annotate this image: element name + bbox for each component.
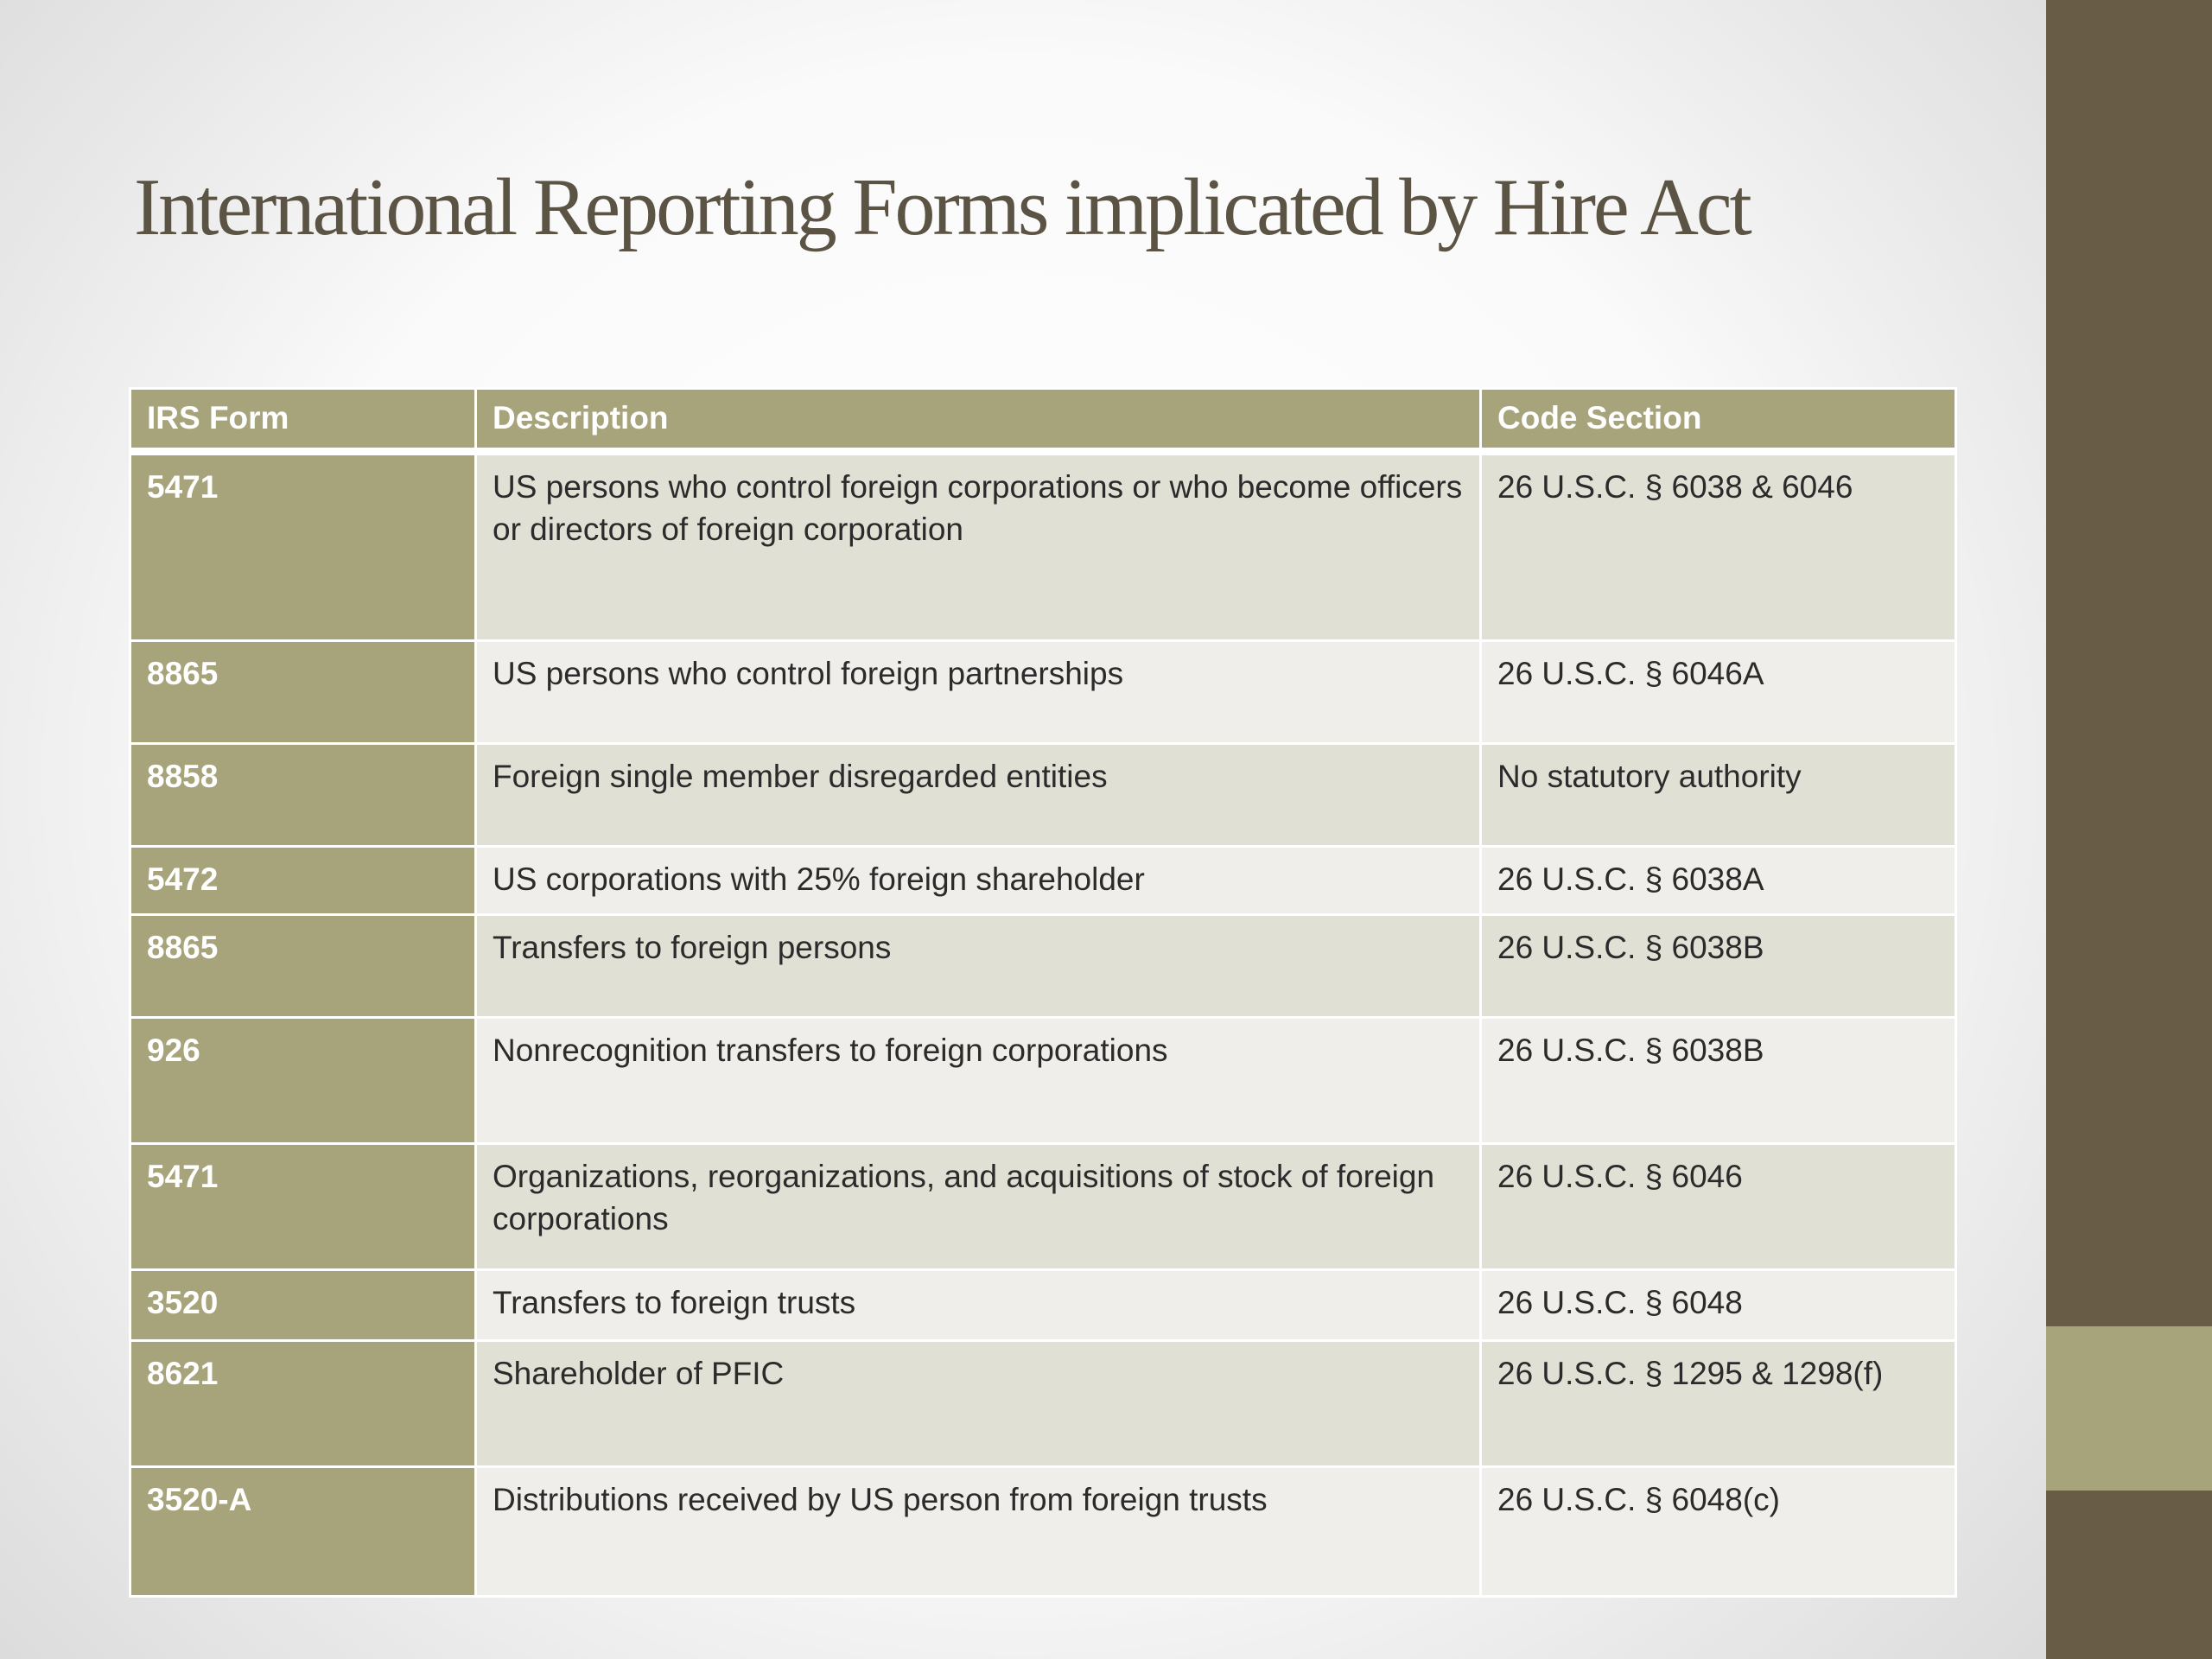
code-section-cell: 26 U.S.C. § 1295 & 1298(f)	[1481, 1341, 1956, 1467]
form-number-cell: 8858	[130, 744, 476, 847]
description-cell: Nonrecognition transfers to foreign corporations	[476, 1018, 1481, 1144]
table-row	[130, 1018, 1956, 1144]
forms-table	[129, 387, 1957, 1598]
code-section-cell: 26 U.S.C. § 6048(c)	[1481, 1467, 1956, 1597]
code-section-cell: 26 U.S.C. § 6048	[1481, 1270, 1956, 1341]
description-cell: Distributions received by US person from foreign trusts	[476, 1467, 1481, 1597]
description-cell: US persons who control foreign partnerships	[476, 641, 1481, 744]
description-cell: US corporations with 25% foreign shareholder	[476, 847, 1481, 915]
slide-title: International Reporting Forms implicated by Hire Act	[134, 162, 1750, 252]
form-number-cell: 5471	[130, 452, 476, 641]
table-row	[130, 641, 1956, 744]
header-code-section: Code Section	[1481, 389, 1956, 452]
form-number-cell: 3520-A	[130, 1467, 476, 1597]
code-section-cell: 26 U.S.C. § 6038B	[1481, 915, 1956, 1018]
form-number-cell: 926	[130, 1018, 476, 1144]
table-row	[130, 452, 1956, 641]
table-row	[130, 915, 1956, 1018]
code-section-cell: 26 U.S.C. § 6046	[1481, 1144, 1956, 1270]
code-section-cell: 26 U.S.C. § 6046A	[1481, 641, 1956, 744]
form-number-cell: 8865	[130, 915, 476, 1018]
description-cell: Organizations, reorganizations, and acquisitions of stock of foreign corporations	[476, 1144, 1481, 1270]
form-number-cell: 3520	[130, 1270, 476, 1341]
form-number-cell: 5472	[130, 847, 476, 915]
description-cell: Transfers to foreign trusts	[476, 1270, 1481, 1341]
code-section-cell: 26 U.S.C. § 6038 & 6046	[1481, 452, 1956, 641]
table-row	[130, 744, 1956, 847]
description-cell: Shareholder of PFIC	[476, 1341, 1481, 1467]
form-number-cell: 8865	[130, 641, 476, 744]
table-row	[130, 1467, 1956, 1597]
description-cell: US persons who control foreign corporations or who become officers or directors of foreign corporation	[476, 452, 1481, 641]
code-section-cell: 26 U.S.C. § 6038B	[1481, 1018, 1956, 1144]
table-row	[130, 1341, 1956, 1467]
table-row	[130, 1144, 1956, 1270]
table-row	[130, 847, 1956, 915]
header-irs-form: IRS Form	[130, 389, 476, 452]
form-number-cell: 5471	[130, 1144, 476, 1270]
code-section-cell: No statutory authority	[1481, 744, 1956, 847]
side-accent-block	[2046, 1326, 2212, 1491]
table-header-row	[130, 389, 1956, 452]
description-cell: Transfers to foreign persons	[476, 915, 1481, 1018]
form-number-cell: 8621	[130, 1341, 476, 1467]
code-section-cell: 26 U.S.C. § 6038A	[1481, 847, 1956, 915]
table-row	[130, 1270, 1956, 1341]
description-cell: Foreign single member disregarded entities	[476, 744, 1481, 847]
header-description: Description	[476, 389, 1481, 452]
